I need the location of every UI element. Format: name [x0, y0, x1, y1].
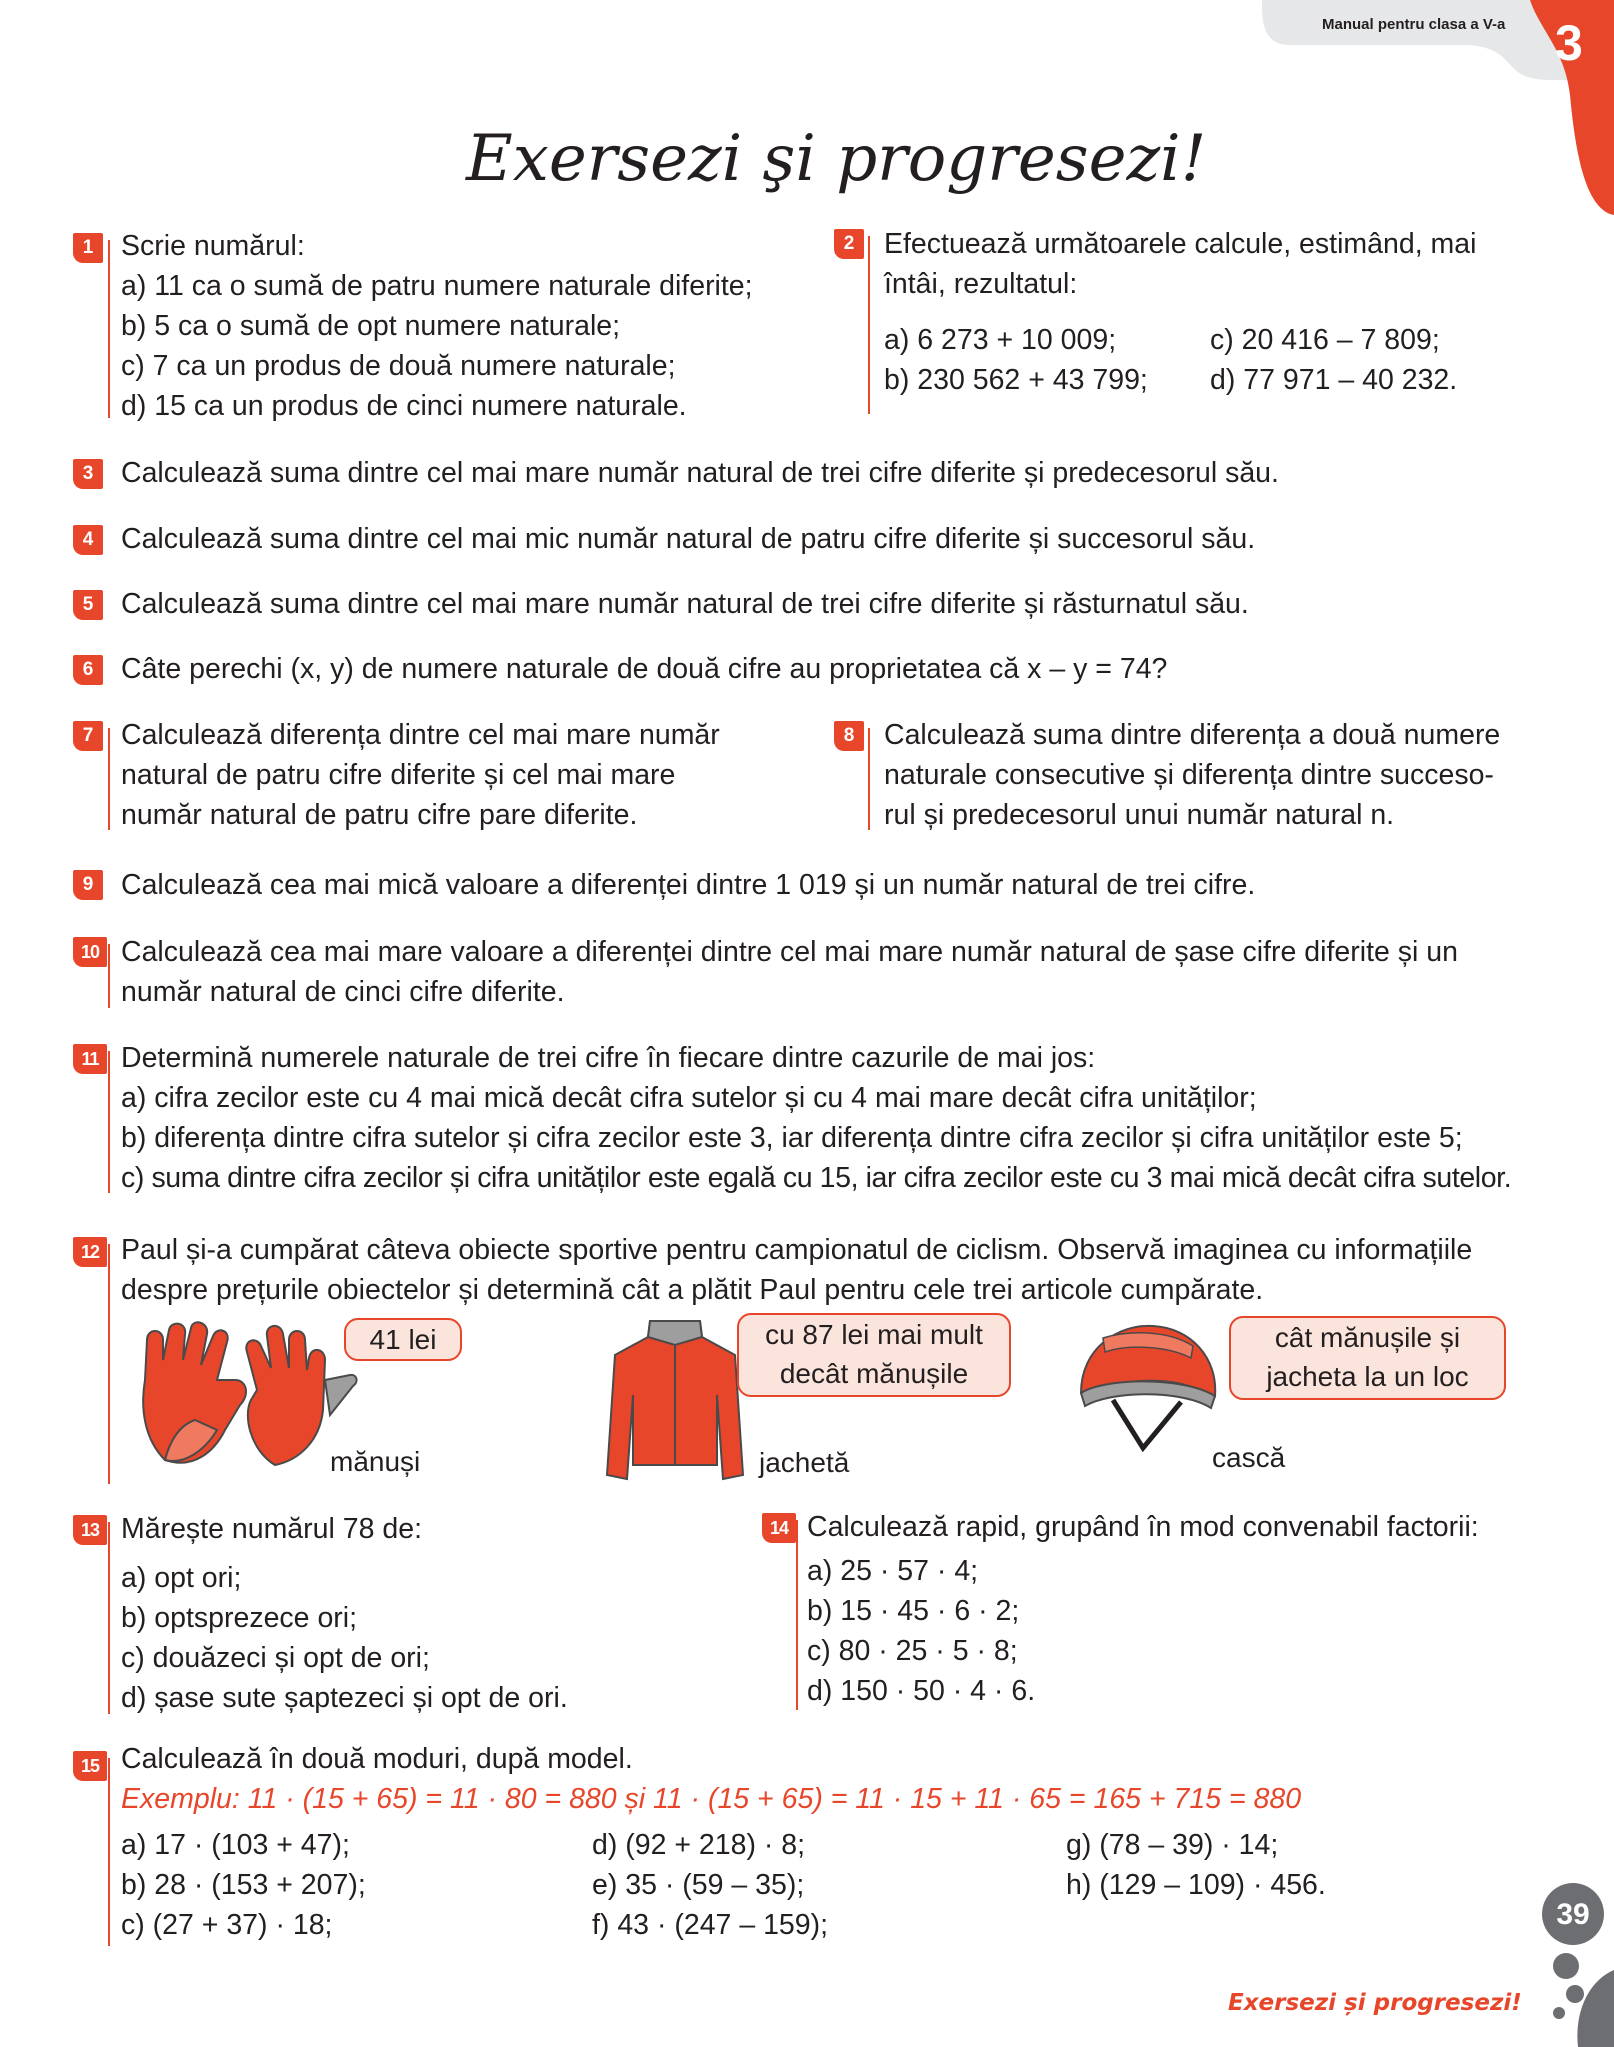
exercise-rule	[108, 1244, 110, 1484]
exercise-6-text: Câte perechi (x, y) de numere naturale de două cifre au proprietatea că x – y = 74?	[121, 653, 1168, 685]
helmet-label: cască	[1212, 1442, 1286, 1473]
exercise-rule	[868, 236, 870, 414]
exercise-number-7: 7	[73, 721, 103, 751]
chapter-number: 3	[1555, 15, 1583, 71]
exercise-rule	[108, 1051, 110, 1193]
exercise-rule	[108, 240, 110, 418]
exercise-2-text: Efectuează următoarele calcule, estimând, mai întâi, rezultatul:	[884, 228, 1477, 300]
exercise-13-intro: Mărește numărul 78 de:	[121, 1513, 422, 1545]
exercise-9-text: Calculează cea mai mică valoare a diferenței dintre 1 019 și un număr natural de trei cifre.	[121, 869, 1256, 901]
exercise-14-text: Calculează rapid, grupând în mod convenabil factorii: a) 25 · 57 · 4; b) 15 · 45 · 6 · 2; c) 80 · 25 · 5 · 8; d) 150 · 50 · 4 · 6.	[807, 1511, 1479, 1707]
exercise-rule	[108, 1758, 110, 1946]
exercise-number-15: 15	[73, 1751, 107, 1781]
footer-section-title: Exersezi și progresezi!	[1228, 1990, 1522, 2016]
helmet-image	[1073, 1318, 1223, 1468]
exercise-3-text: Calculează suma dintre cel mai mare număr natural de trei cifre diferite și predecesorul său.	[121, 457, 1279, 489]
exercise-13-items: a) opt ori; b) optsprezece ori; c) douăzeci și opt de ori; d) șase sute șaptezeci și opt de ori.	[121, 1562, 568, 1714]
gloves-price-bubble: 41 lei	[344, 1318, 462, 1361]
exercise-5-text: Calculează suma dintre cel mai mare număr natural de trei cifre diferite și răsturnatul său.	[121, 588, 1249, 620]
gloves-label: mănuși	[330, 1446, 421, 1477]
exercise-number-8: 8	[834, 721, 864, 751]
jacket-image	[605, 1315, 745, 1485]
exercise-number-1: 1	[73, 233, 103, 263]
manual-label: Manual pentru clasa a V-a	[1322, 16, 1506, 33]
exercise-15-intro: Calculează în două moduri, după model.	[121, 1743, 633, 1775]
jacket-price-bubble: cu 87 lei mai mult decât mănușile	[737, 1313, 1011, 1397]
exercise-number-14: 14	[762, 1513, 796, 1543]
exercise-11-text: Determină numerele naturale de trei cifre în fiecare dintre cazurile de mai jos: a) cifra zecilor este cu 4 mai mică decât cifra sutelor și cu 4 mai mare decât cifra unităților; b) diferența dintre cifra sutelor și cifra zecilor este 3, iar diferența dintre cifra zecilor și cifra unităților este 5; c) suma dintre cifra zecilor și cifra unităților este egală cu 15, iar cifra zecilor este cu 3 mai mică decât cifra sutelor.	[121, 1042, 1512, 1194]
exercise-4-text: Calculează suma dintre cel mai mic număr natural de patru cifre diferite și succesorul său.	[121, 523, 1256, 555]
exercise-number-13: 13	[73, 1515, 107, 1545]
exercise-number-10: 10	[73, 937, 107, 967]
exercise-rule	[796, 1520, 798, 1710]
page-number: 39	[1556, 1898, 1590, 1931]
exercise-7-text: Calculează diferența dintre cel mai mare număr natural de patru cifre diferite și cel mai mare număr natural de patru cifre pare diferite.	[121, 719, 720, 831]
page-title: Exersezi şi progresezi!	[466, 122, 1207, 196]
exercise-15-example: Exemplu: 11 · (15 + 65) = 11 · 80 = 880 și 11 · (15 + 65) = 11 · 15 + 11 · 65 = 165 + 715 = 880	[121, 1783, 1302, 1815]
exercise-rule	[868, 728, 870, 830]
exercise-rule	[108, 1522, 110, 1714]
jacket-label: jachetă	[759, 1447, 850, 1478]
exercise-number-5: 5	[73, 590, 103, 620]
right-glove	[246, 1326, 356, 1465]
gloves-image	[125, 1320, 360, 1470]
exercise-12-text: Paul și-a cumpărat câteva obiecte sportive pentru campionatul de ciclism. Observă imaginea cu informațiile despre prețurile obiectelor și determină cât a plătit Paul pentru cele trei articole cumpărate.	[121, 1234, 1473, 1306]
exercise-number-11: 11	[73, 1044, 107, 1074]
exercise-rule	[108, 944, 110, 1008]
left-glove	[143, 1322, 246, 1462]
exercise-1-text: Scrie numărul: a) 11 ca o sumă de patru numere naturale diferite; b) 5 ca o sumă de opt numere naturale; c) 7 ca un produs de două numere naturale; d) 15 ca un produs de cinci numere naturale.	[121, 230, 753, 422]
exercise-10-text: Calculează cea mai mare valoare a diferenței dintre cel mai mare număr natural de șase cifre diferite și un număr natural de cinci cifre diferite.	[121, 936, 1458, 1008]
exercise-number-9: 9	[73, 870, 103, 900]
exercise-rule	[108, 728, 110, 830]
exercise-number-3: 3	[73, 459, 103, 489]
exercise-number-2: 2	[834, 229, 864, 259]
exercise-15-items: a) 17 · (103 + 47); b) 28 · (153 + 207); c) (27 + 37) · 18; d) (92 + 218) · 8; e) 35 · (59 – 35); f) 43 · (247 – 159); g) (78 – 39) · 14; h) (129 – 109) · 456.	[121, 1829, 1326, 1941]
exercise-number-6: 6	[73, 655, 103, 685]
helmet-price-bubble: cât mănușile și jacheta la un loc	[1229, 1316, 1506, 1400]
exercise-8-text: Calculează suma dintre diferența a două numere naturale consecutive și diferența dintre succeso- rul și predecesorul unui număr natural n.	[884, 719, 1501, 831]
exercise-number-4: 4	[73, 525, 103, 555]
exercise-number-12: 12	[73, 1237, 107, 1267]
